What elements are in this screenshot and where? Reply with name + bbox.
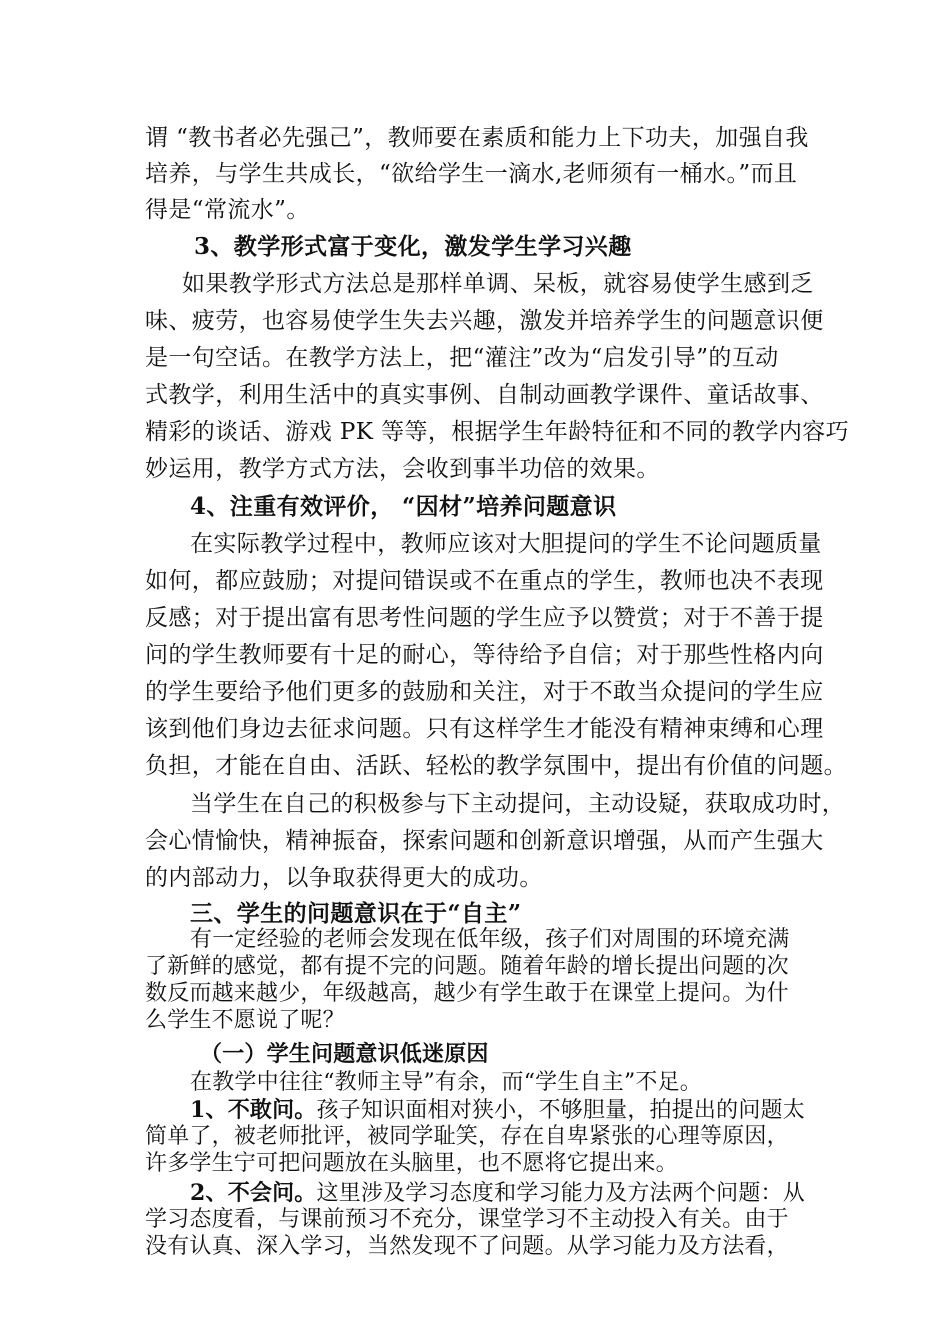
chapter-heading: 三、学生的问题意识在于“自主”: [190, 900, 522, 927]
paragraph-line: 式教学，利用生活中的真实事例、自制动画教学课件、童话故事、: [145, 382, 824, 408]
paragraph-line: 如果教学形式方法总是那样单调、呆板，就容易使学生感到乏: [182, 271, 814, 297]
paragraph-line: 得是“常流水”。: [145, 197, 310, 223]
section-heading: 3、教学形式富于变化，激发学生学习兴趣: [194, 233, 632, 260]
paragraph-line: 学习态度看，与课前预习不充分，课堂学习不主动投入有关。由于: [145, 1207, 789, 1232]
paragraph-line: 在实际教学过程中，教师应该对大胆提问的学生不论问题质量: [190, 531, 822, 557]
list-item: [190, 1096, 860, 1125]
paragraph-line: 该到他们身边去征求问题。只有这样学生才能没有精神束缚和心理: [145, 716, 824, 742]
paragraph-line: 当学生在自己的积极参与下主动提问，主动设疑，获取成功时，: [190, 791, 846, 817]
paragraph-line: 了新鲜的感觉，都有提不完的问题。随着年龄的增长提出问题的次: [145, 954, 789, 979]
paragraph-line: 在教学中往往“教师主导”有余，而“学生自主”不足。: [190, 1070, 702, 1095]
item-label: 2、不会问。: [190, 1180, 317, 1206]
paragraph-line: 简单了，被老师批评，被同学耻笑，存在自卑紧张的心理等原因，: [145, 1124, 789, 1149]
paragraph-line: 如何，都应鼓励；对提问错误或不在重点的学生，教师也决不表现: [145, 568, 824, 594]
paragraph-line: 负担，才能在自由、活跃、轻松的教学氛围中，提出有价值的问题。: [145, 753, 847, 779]
paragraph-line: 味、疲劳，也容易使学生失去兴趣，激发并培养学生的问题意识便: [145, 308, 824, 334]
paragraph-line: 是一句空话。在教学方法上，把“灌注”改为“启发引导”的互动: [145, 345, 779, 371]
paragraph-line: 妙运用，教学方式方法，会收到事半功倍的效果。: [145, 456, 660, 482]
paragraph-line: 会心情愉快，精神振奋，探索问题和创新意识增强，从而产生强大: [145, 828, 824, 854]
paragraph-line: 没有认真、深入学习，当然发现不了问题。从学习能力及方法看，: [145, 1234, 789, 1259]
paragraph-line: 的内部动力，以争取获得更大的成功。: [145, 865, 543, 891]
list-item: [190, 1179, 860, 1208]
section-heading: 4、注重有效评价， “因材”培养问题意识: [190, 493, 617, 520]
paragraph-line: 反感；对于提出富有思考性问题的学生应予以赞赏；对于不善于提: [145, 605, 824, 631]
paragraph-line: 有一定经验的老师会发现在低年级，孩子们对周围的环境充满: [190, 927, 790, 952]
paragraph-line: 谓 “教书者必先强己”，教师要在素质和能力上下功夫，加强自我: [145, 125, 809, 151]
paragraph-line: 许多学生宁可把问题放在头脑里，也不愿将它提出来。: [145, 1151, 678, 1176]
paragraph-line: 么学生不愿说了呢？: [145, 1008, 345, 1033]
paragraph-line: 问的学生教师要有十足的耐心，等待给予自信；对于那些性格内向: [145, 642, 824, 668]
paragraph-line: 精彩的谈话、游戏 PK 等等，根据学生年龄特征和不同的教学内容巧: [145, 419, 850, 445]
item-text: 孩子知识面相对狭小，不够胆量，拍提出的问题太: [316, 1098, 805, 1123]
item-text: 这里涉及学习态度和学习能力及方法两个问题：从: [316, 1181, 805, 1206]
subsection-heading: （一）学生问题意识低迷原因: [200, 1041, 489, 1067]
paragraph-line: 的学生要给予他们更多的鼓励和关注，对于不敢当众提问的学生应: [145, 679, 824, 705]
item-label: 1、不敢问。: [190, 1097, 317, 1123]
paragraph-line: 数反而越来越少，年级越高，越少有学生敢于在课堂上提问。为什: [145, 981, 789, 1006]
paragraph-line: 培养，与学生共成长，“欲给学生一滴水,老师须有一桶水。”而且: [145, 161, 798, 187]
